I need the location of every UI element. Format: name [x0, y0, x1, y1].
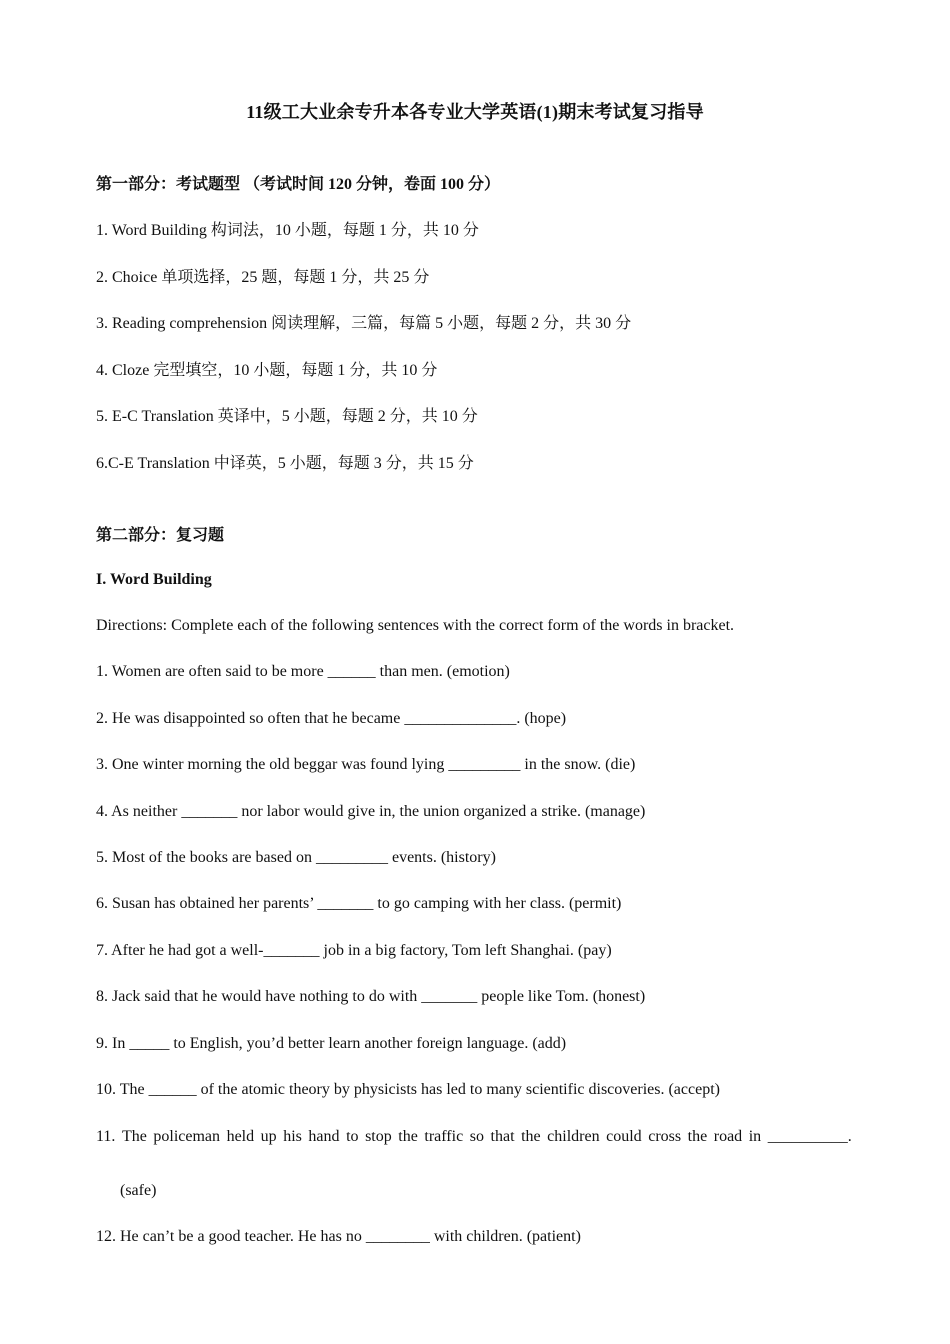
part2-heading: 第二部分：复习题	[96, 527, 225, 544]
question-word: the	[398, 1128, 418, 1145]
question-word: the	[521, 1128, 541, 1145]
question-word: the	[687, 1128, 708, 1145]
question-word: children	[547, 1128, 600, 1145]
question-item: 4. As neither _______ nor labor would give in, the union organized a strike. (manage)	[96, 803, 646, 820]
question-word: traffic	[424, 1128, 464, 1145]
question-word: __________.	[767, 1128, 852, 1145]
question-word: up	[260, 1128, 277, 1145]
question-item: 8. Jack said that he would have nothing to do with _______ people like Tom. (honest)	[96, 988, 646, 1005]
question-item-justified	[96, 1127, 852, 1147]
question-word: stop	[365, 1128, 392, 1145]
directions: Directions: Complete each of the following sentences with the correct form of the words in bracket.	[96, 617, 735, 634]
question-word: held	[226, 1128, 255, 1145]
exam-format-item: 6.C-E Translation 中译英，5 小题，每题 3 分，共 15 分	[96, 455, 474, 472]
question-word: in	[748, 1128, 762, 1145]
question-word: so	[469, 1128, 484, 1145]
question-item: 6. Susan has obtained her parents’ _______ to go camping with her class. (permit)	[96, 895, 622, 912]
question-word: to	[346, 1128, 359, 1145]
exam-format-item: 5. E-C Translation 英译中，5 小题，每题 2 分，共 10 分	[96, 408, 478, 425]
question-item: 9. In _____ to English, you’d better learn another foreign language. (add)	[96, 1035, 567, 1052]
question-item: 12. He can’t be a good teacher. He has no ________ with children. (patient)	[96, 1228, 581, 1245]
exam-format-item: 4. Cloze 完型填空，10 小题，每题 1 分，共 10 分	[96, 362, 438, 379]
question-word: that	[490, 1128, 515, 1145]
part1-heading: 第一部分：考试题型 （考试时间 120 分钟，卷面 100 分）	[96, 176, 501, 193]
question-item: 2. He was disappointed so often that he became ______________. (hope)	[96, 710, 567, 727]
question-item: 1. Women are often said to be more ______ than men. (emotion)	[96, 663, 510, 680]
exam-format-item: 2. Choice 单项选择，25 题，每题 1 分，共 25 分	[96, 269, 430, 286]
document-title: 11级工大业余专升本各专业大学英语(1)期末考试复习指导	[246, 102, 704, 122]
question-item: 7. After he had got a well-_______ job in a big factory, Tom left Shanghai. (pay)	[96, 942, 612, 959]
question-word: 11.	[96, 1128, 116, 1145]
question-word: policeman	[153, 1128, 221, 1145]
question-item: 5. Most of the books are based on _________ events. (history)	[96, 849, 496, 866]
question-word: could	[606, 1128, 642, 1145]
question-word: his	[283, 1128, 302, 1145]
question-word: The	[121, 1128, 147, 1145]
question-word: road	[713, 1128, 743, 1145]
question-item: 10. The ______ of the atomic theory by physicists has led to many scientific discoveries. (accept)	[96, 1081, 720, 1098]
exam-format-item: 3. Reading comprehension 阅读理解，三篇，每篇 5 小题，每题 2 分，共 30 分	[96, 315, 632, 332]
section-title: I. Word Building	[96, 571, 212, 588]
exam-format-item: 1. Word Building 构词法，10 小题，每题 1 分，共 10 分	[96, 222, 479, 239]
question-item: 3. One winter morning the old beggar was found lying _________ in the snow. (die)	[96, 756, 636, 773]
question-hint: (safe)	[120, 1182, 157, 1199]
question-word: cross	[648, 1128, 682, 1145]
question-word: hand	[308, 1128, 340, 1145]
